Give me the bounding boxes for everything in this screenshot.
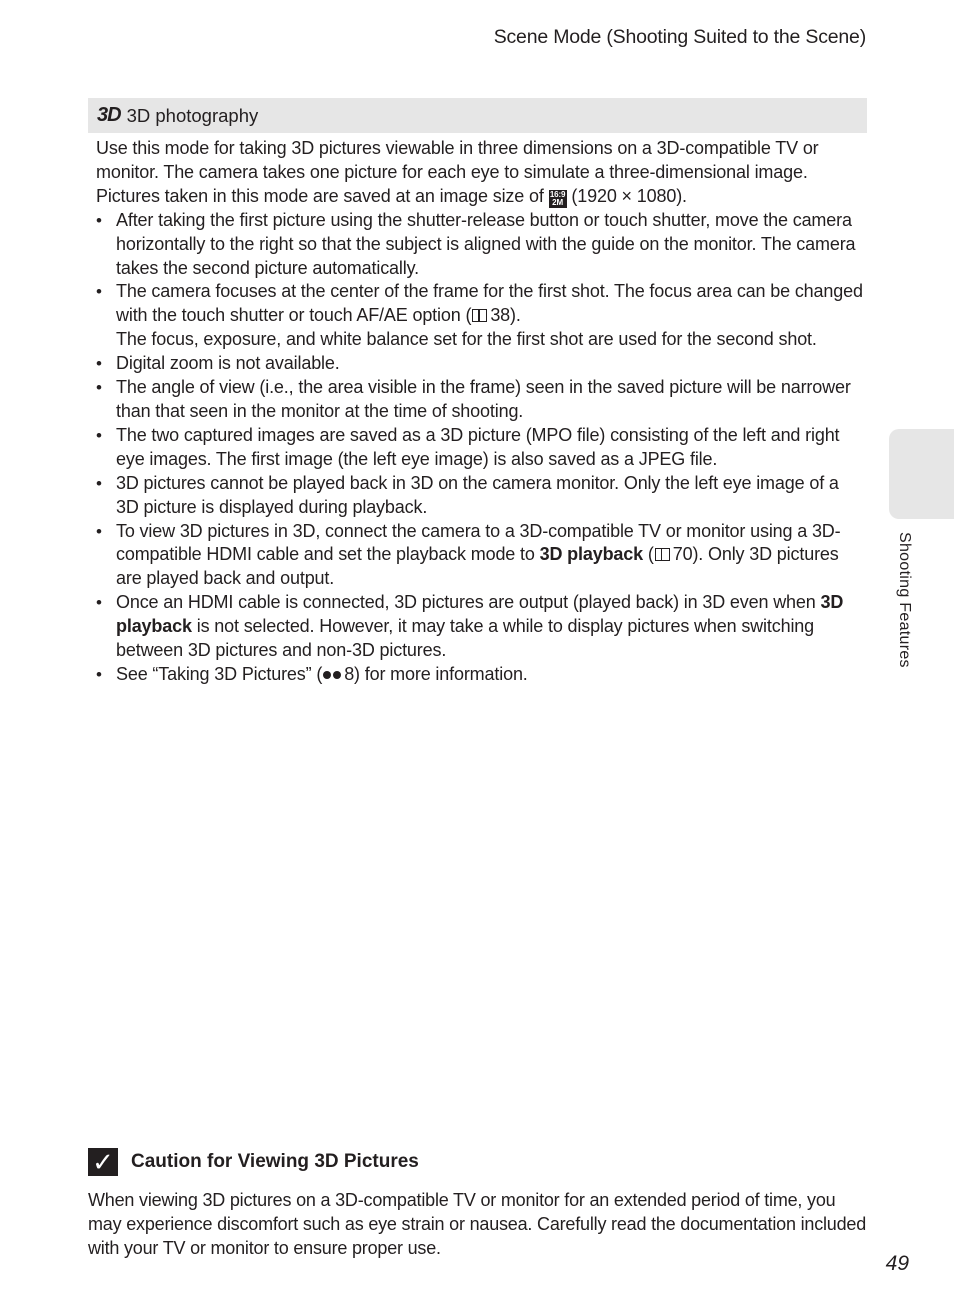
list-item: • Digital zoom is not available.	[96, 352, 864, 376]
section-heading	[88, 98, 867, 133]
book-reference-icon	[655, 548, 670, 561]
3d-mode-icon: 3D	[97, 104, 121, 126]
page-reference-link[interactable]: 8) for more information.	[344, 663, 528, 684]
caution-heading	[88, 1148, 419, 1176]
list-item: • The angle of view (i.e., the area visible in the frame) seen in the saved picture will be narrower than that seen in the monitor at the time of shooting.	[96, 376, 864, 424]
section-title: 3D photography	[126, 104, 259, 126]
reference-section-icon	[323, 669, 341, 681]
checkmark-icon: ✓	[88, 1148, 118, 1176]
menu-term: 3D playback	[116, 592, 844, 637]
list-item: • After taking the first picture using the shutter-release button or touch shutter, move the camera horizontally to the right so that the subject is aligned with the guide on the monitor. The camera takes the second picture automatically.	[96, 209, 864, 281]
notes-list	[96, 209, 864, 687]
caution-text: When viewing 3D pictures on a 3D-compatible TV or monitor for an extended period of time, you may experience discomfort such as eye strain or nausea. Carefully read the documentation included with your TV or monitor to ensure proper use.	[88, 1190, 867, 1258]
image-size-paragraph: Pictures taken in this mode are saved at an image size of 16:9 2M (1920 × 1080).	[96, 185, 687, 207]
list-item: • Once an HDMI cable is connected, 3D pictures are output (played back) in 3D even when 3D playback is not selected. However, it may take a while to display pictures when switching between 3D pictures and non-3D pictures.	[96, 591, 864, 663]
chapter-tab[interactable]	[889, 429, 954, 519]
intro-paragraph: Use this mode for taking 3D pictures viewable in three dimensions on a 3D-compatible TV or monitor. The camera takes one picture for each eye to simulate a three-dimensional image.	[96, 138, 819, 182]
section-body	[96, 137, 864, 687]
page-reference-link[interactable]: 38).	[490, 305, 521, 326]
list-item: • The camera focuses at the center of the frame for the first shot. The focus area can be changed with the touch shutter or touch AF/AE option ( 38). The focus, exposure, and white balance set for the first shot are used for the second shot.	[96, 280, 864, 352]
menu-term: 3D playback	[539, 544, 643, 565]
list-item: • The two captured images are saved as a 3D picture (MPO file) consisting of the left and right eye images. The first image (the left eye image) is also saved as a JPEG file.	[96, 424, 864, 472]
running-header: Scene Mode (Shooting Suited to the Scene)	[493, 26, 866, 48]
list-item: • To view 3D pictures in 3D, connect the camera to a 3D-compatible TV or monitor using a 3D-compatible HDMI cable and set the playback mode to 3D playback ( 70). Only 3D pictures are played back and output.	[96, 520, 864, 592]
chapter-label: Shooting Features	[896, 532, 913, 668]
page-reference-link[interactable]: 70). Only 3D pictures are played back and output.	[116, 544, 839, 589]
page-number: 49	[885, 1252, 909, 1275]
book-reference-icon	[472, 309, 487, 322]
image-size-icon: 16:9 2M	[549, 189, 566, 207]
list-item: • 3D pictures cannot be played back in 3D on the camera monitor. Only the left eye image of a 3D picture is displayed during playback.	[96, 472, 864, 520]
list-item: • See “Taking 3D Pictures” ( 8) for more information.	[96, 663, 864, 687]
caution-title: Caution for Viewing 3D Pictures	[131, 1151, 419, 1172]
